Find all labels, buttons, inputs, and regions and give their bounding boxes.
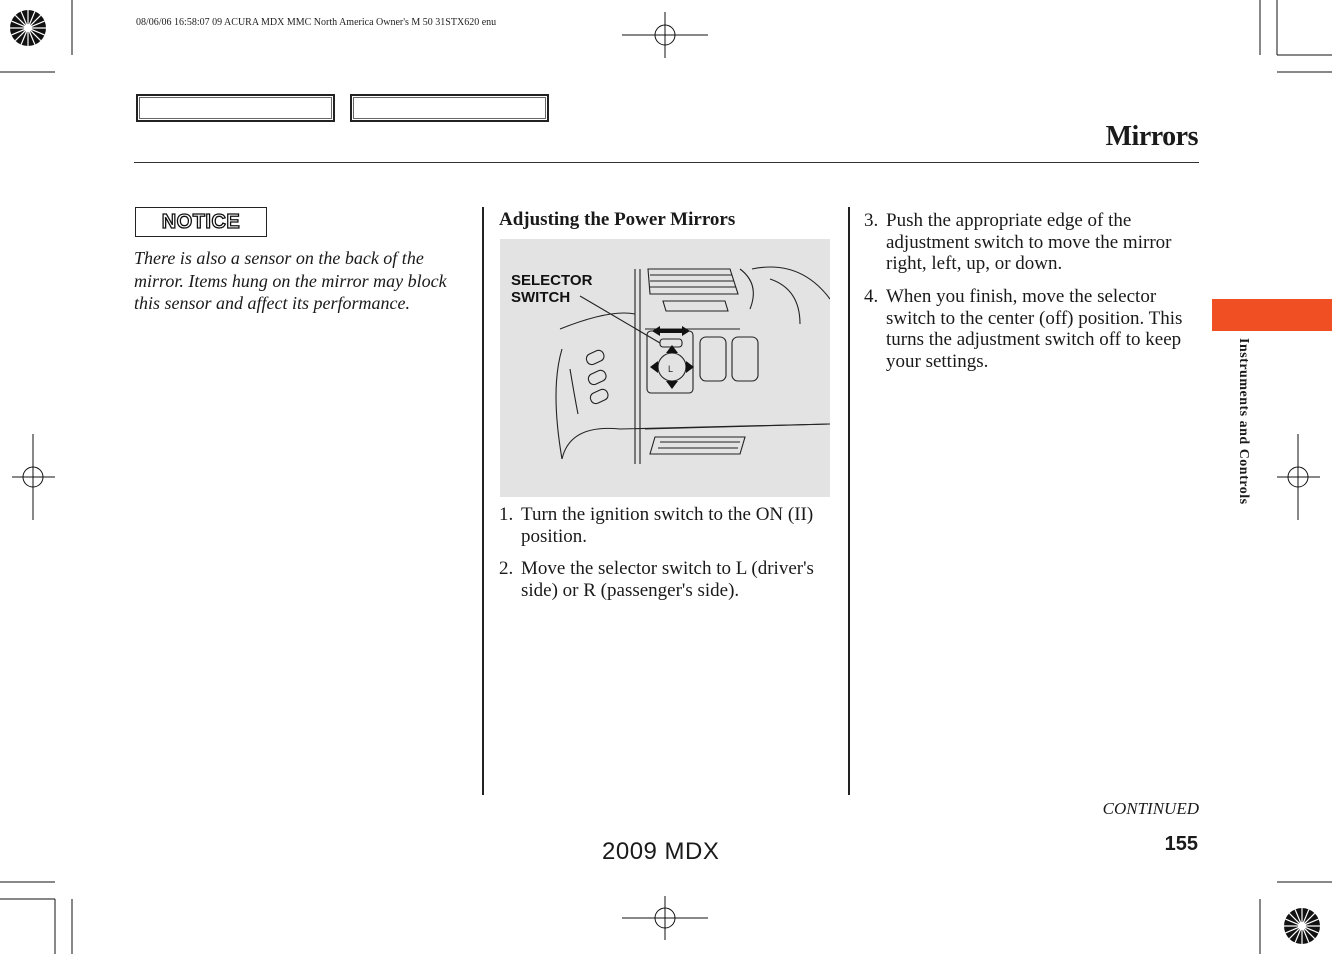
section-tab[interactable]	[1212, 299, 1332, 331]
notice-label: NOTICE	[161, 210, 241, 233]
step-3	[864, 210, 1184, 275]
step-number: 4.	[864, 286, 879, 307]
step-text: Push the appropriate edge of the adjustment switch to move the mirror right, left, up, or down.	[886, 210, 1172, 274]
page-number: 155	[1164, 833, 1198, 855]
title-rule	[134, 162, 1199, 163]
step-1	[499, 504, 831, 547]
step-2	[499, 558, 814, 601]
notice-text: There is also a sensor on the back of the mirror. Items hung on the mirror may block this sensor and affect its performance.	[134, 248, 447, 313]
selector-switch-label	[511, 272, 592, 306]
section-tab-label: Instruments and Controls	[1236, 338, 1251, 505]
column-divider-2	[848, 207, 850, 795]
footer-model: 2009 MDX	[602, 838, 720, 865]
step-4	[864, 286, 1200, 372]
column-divider-1	[482, 207, 484, 795]
step-text: When you finish, move the selector switch to the center (off) position. This turns the adjustment switch off to keep your settings.	[886, 286, 1183, 372]
step-number: 2.	[499, 558, 514, 579]
step-text: Move the selector switch to L (driver's side) or R (passenger's side).	[521, 558, 814, 601]
selector-label-line1: SELECTOR	[511, 272, 593, 289]
step-number: 3.	[864, 210, 879, 231]
nav-button-main-menu[interactable]	[136, 94, 335, 122]
print-header: 08/06/06 16:58:07 09 ACURA MDX MMC North America Owner's M 50 31STX620 enu	[136, 17, 497, 28]
selector-switch-illustration	[500, 239, 830, 497]
selector-label-line2: SWITCH	[511, 289, 571, 306]
page-title: Mirrors	[1105, 121, 1198, 152]
step-number: 1.	[499, 504, 514, 525]
switch-letter: L	[668, 364, 674, 374]
step-text: Turn the ignition switch to the ON (II) position.	[521, 504, 814, 547]
nav-button-index[interactable]	[350, 94, 549, 122]
continued-label: CONTINUED	[1102, 799, 1199, 818]
notice-box	[135, 207, 267, 237]
section-heading: Adjusting the Power Mirrors	[499, 209, 736, 230]
